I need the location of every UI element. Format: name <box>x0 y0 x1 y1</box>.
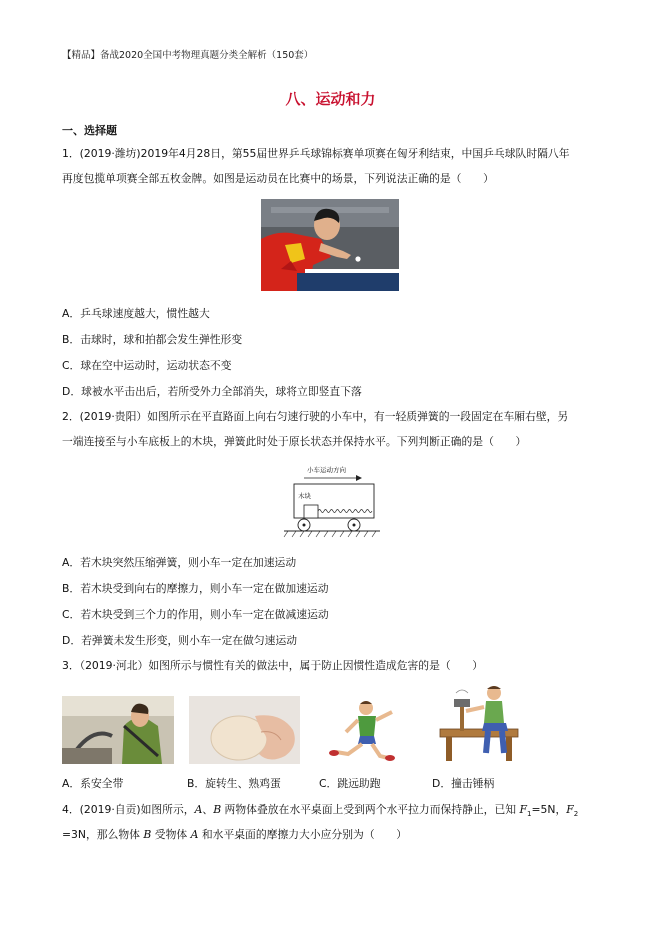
q1-table-tennis-photo <box>261 199 399 291</box>
q3-stem: 3．（2019·河北）如图所示与惯性有关的做法中，属于防止因惯性造成危害的是（ ） <box>62 659 484 672</box>
q2-option-b: B．若木块受到向右的摩擦力，则小车一定在做加速运动 <box>62 582 329 595</box>
q3-long-jump-image <box>322 696 408 764</box>
q3-option-c: C．跳远助跑 <box>319 777 381 790</box>
q1-stem-line1: 1．(2019·潍坊)2019年4月28日，第55届世界乒乓球锦标赛单项赛在匈牙利结束，中国乒乓球队时隔八年 <box>62 147 570 160</box>
chapter-title: 八、运动和力 <box>285 90 376 108</box>
q3-option-b: B．旋转生、熟鸡蛋 <box>187 777 281 790</box>
q2-cart-spring-diagram <box>282 462 382 542</box>
document-header: 【精品】备战2020全国中考物理真题分类全解析（150套） <box>62 50 314 61</box>
q1-option-d: D．球被水平击出后，若所受外力全部消失，球将立即竖直下落 <box>62 385 362 398</box>
q1-option-b: B．击球时，球和拍都会发生弹性形变 <box>62 333 243 346</box>
q2-option-d: D．若弹簧未发生形变，则小车一定在做匀速运动 <box>62 634 298 647</box>
q2-option-a: A．若木块突然压缩弹簧，则小车一定在加速运动 <box>62 556 297 569</box>
q3-option-a: A．系安全带 <box>62 777 124 790</box>
q1-option-a: A．乒乓球速度越大，惯性越大 <box>62 307 210 320</box>
q4-stem-line2: =3N，那么物体 B 受物体 A 和水平桌面的摩擦力大小应分别为（ ） <box>62 828 408 841</box>
section-heading: 一、选择题 <box>62 124 117 137</box>
q4-stem-line1: 4．(2019·自贡)如图所示，A、B 两物体叠放在水平桌面上受到两个水平拉力而保持静止，已知 $F_1=5N$，$F_2$ <box>62 803 579 819</box>
q2-block-label: 木块 <box>298 492 311 500</box>
q2-option-c: C．若木块受到三个力的作用，则小车一定在做减速运动 <box>62 608 329 621</box>
q3-option-d: D．撞击锤柄 <box>432 777 495 790</box>
q3-hammer-image <box>436 683 522 764</box>
q2-stem-line1: 2．(2019·贵阳）如图所示在平直路面上向右匀速行驶的小车中，有一轻质弹簧的一段固定在车厢右壁，另 <box>62 410 569 423</box>
q1-option-c: C．球在空中运动时，运动状态不变 <box>62 359 232 372</box>
q3-egg-image <box>189 696 300 764</box>
q1-stem-line2: 再度包揽单项赛全部五枚金牌。如图是运动员在比赛中的场景，下列说法正确的是（ ） <box>62 172 494 185</box>
q2-stem-line2: 一端连接至与小车底板上的木块，弹簧此时处于原长状态并保持水平。下列判断正确的是（ ） <box>62 435 527 448</box>
q2-direction-label: 小车运动方向 <box>307 466 346 474</box>
q3-seatbelt-image <box>62 696 174 764</box>
